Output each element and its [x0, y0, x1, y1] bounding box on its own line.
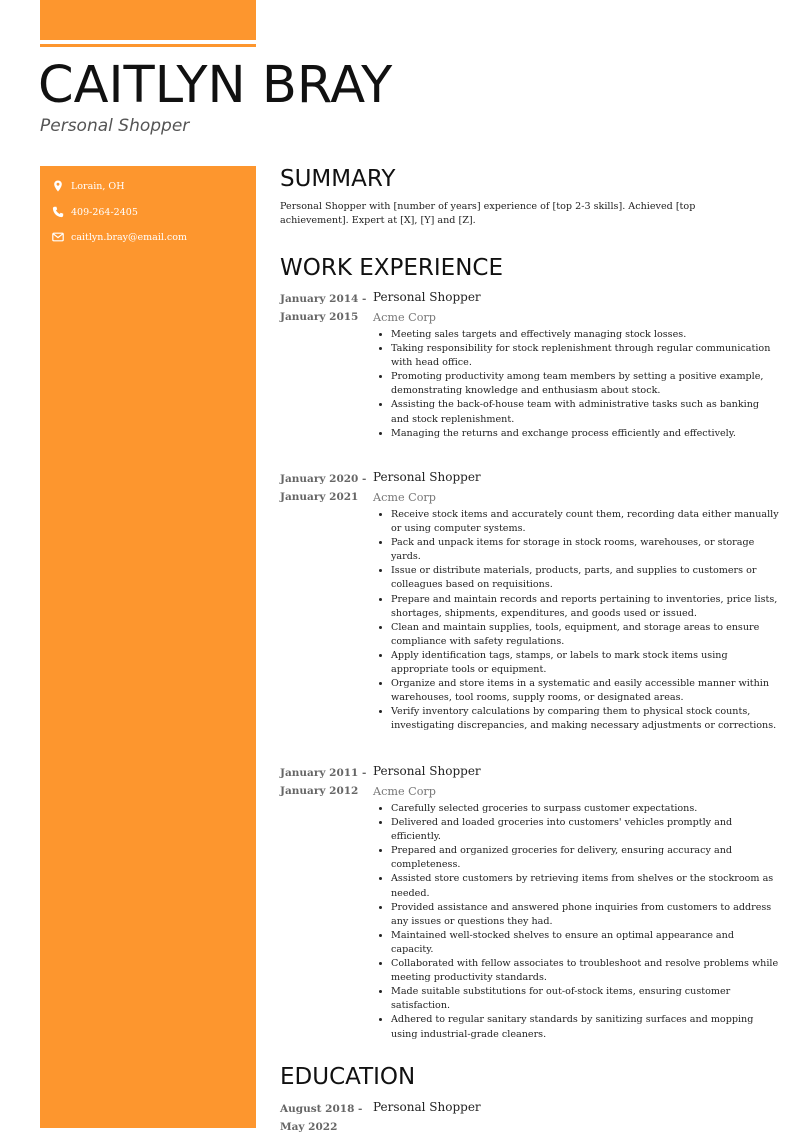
summary-heading: SUMMARY	[280, 166, 396, 192]
job-bullet: • Assisting the back-of-house team with administrative tasks such as banking and stock replenishment.	[391, 398, 779, 426]
job-bullet: • Apply identification tags, stamps, or labels to mark stock items using appropriate tools or equipment.	[391, 649, 779, 677]
job-bullet: • Prepare and maintain records and reports pertaining to inventories, price lists, shortages, shipments, expenditures, and goods used or issued.	[391, 593, 779, 621]
contact-phone[interactable]	[52, 206, 138, 218]
contact-location	[52, 180, 125, 192]
job-company: Acme Corp	[373, 491, 436, 504]
job-dates: January 2014 - January 2015	[280, 293, 367, 323]
job-dates: January 2020 - January 2021	[280, 473, 367, 503]
job-title: Personal Shopper	[373, 470, 481, 484]
location-text: Lorain, OH	[71, 180, 125, 192]
job-bullet: • Meeting sales targets and effectively managing stock losses.	[391, 328, 779, 342]
job-title: Personal Shopper	[373, 764, 481, 778]
job-bullet: • Adhered to regular sanitary standards by sanitizing surfaces and mopping using industrial-grade cleaners.	[391, 1013, 779, 1041]
phone-text: 409-264-2405	[71, 206, 138, 218]
job-company: Acme Corp	[373, 311, 436, 324]
job-bullet: • Delivered and loaded groceries into customers' vehicles promptly and efficiently.	[391, 816, 779, 844]
header-accent-line	[40, 44, 256, 47]
job-dates: January 2011 - January 2012	[280, 767, 367, 797]
job-bullet: • Carefully selected groceries to surpass customer expectations.	[391, 802, 779, 816]
job-bullets	[373, 328, 779, 441]
location-pin-icon	[52, 180, 64, 192]
phone-icon	[52, 206, 64, 218]
candidate-name: CAITLYN BRAY	[38, 56, 393, 115]
job-bullet: • Maintained well-stocked shelves to ensure an optimal appearance and capacity.	[391, 929, 779, 957]
job-bullet: • Provided assistance and answered phone inquiries from customers to address any issues or questions they had.	[391, 901, 779, 929]
job-bullet: • Receive stock items and accurately count them, recording data either manually or using computer systems.	[391, 508, 779, 536]
summary-text: Personal Shopper with [number of years] experience of [top 2-3 skills]. Achieved [top achievement]. Expert at [X], [Y] and [Z].	[280, 201, 696, 226]
job-bullet: • Taking responsibility for stock replenishment through regular communication with head office.	[391, 342, 779, 370]
email-text: caitlyn.bray@email.com	[71, 231, 187, 243]
job-bullet: • Managing the returns and exchange process efficiently and effectively.	[391, 427, 779, 441]
job-bullet: • Issue or distribute materials, products, parts, and supplies to customers or colleagues based on requisitions.	[391, 564, 779, 592]
job-title: Personal Shopper	[373, 290, 481, 304]
contact-email[interactable]	[52, 231, 187, 243]
job-bullet: • Promoting productivity among team members by setting a positive example, demonstrating knowledge and enthusiasm about stock.	[391, 370, 779, 398]
job-bullet: • Verify inventory calculations by comparing them to physical stock counts, investigating discrepancies, and making necessary adjustments or corrections.	[391, 705, 779, 733]
job-bullet: • Clean and maintain supplies, tools, equipment, and storage areas to ensure compliance with safety regulations.	[391, 621, 779, 649]
header-accent-bar	[40, 0, 256, 40]
job-bullets	[373, 508, 779, 734]
job-bullet: • Organize and store items in a systematic and easily accessible manner within warehouses, tool rooms, supply rooms, or designated areas.	[391, 677, 779, 705]
job-bullet: • Pack and unpack items for storage in stock rooms, warehouses, or storage yards.	[391, 536, 779, 564]
job-company: Acme Corp	[373, 785, 436, 798]
education-dates: August 2018 - May 2022	[280, 1103, 363, 1133]
job-bullet: • Prepared and organized groceries for delivery, ensuring accuracy and completeness.	[391, 844, 779, 872]
candidate-role: Personal Shopper	[40, 116, 190, 136]
job-bullet: • Collaborated with fellow associates to troubleshoot and resolve problems while meeting productivity standards.	[391, 957, 779, 985]
envelope-icon	[52, 231, 64, 243]
education-heading: EDUCATION	[280, 1064, 416, 1090]
job-bullet: • Made suitable substitutions for out-of-stock items, ensuring customer satisfaction.	[391, 985, 779, 1013]
job-bullet: • Assisted store customers by retrieving items from shelves or the stockroom as needed.	[391, 872, 779, 900]
work-experience-heading: WORK EXPERIENCE	[280, 255, 504, 281]
job-bullets	[373, 802, 779, 1042]
education-title: Personal Shopper	[373, 1100, 481, 1114]
contact-sidebar	[40, 166, 256, 1128]
